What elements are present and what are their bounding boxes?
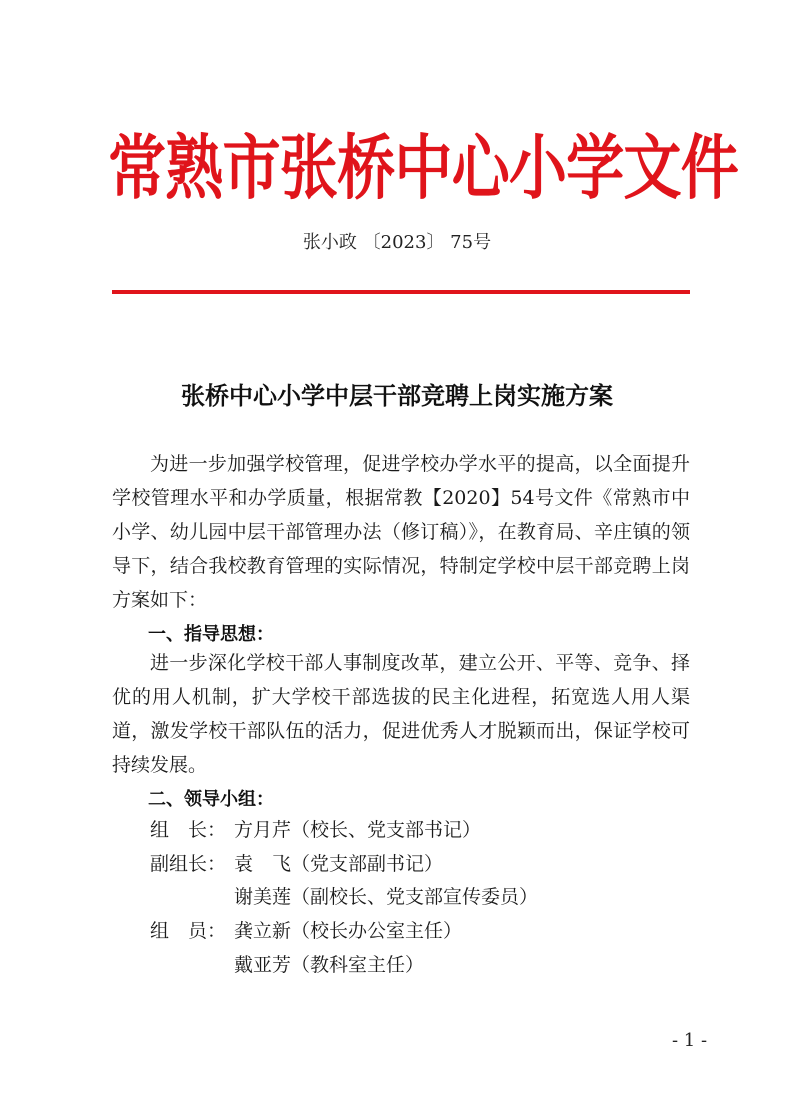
member-name: 袁 飞（党支部副书记） xyxy=(234,853,444,875)
member-role: 副组长： xyxy=(150,853,227,875)
member-name: 谢美莲（副校长、党支部宣传委员） xyxy=(234,886,539,908)
document-number: 张小政 〔2023〕 75号 xyxy=(302,232,492,253)
member-line xyxy=(150,950,424,977)
section-heading-leadership-group: 二、领导小组： xyxy=(148,789,274,810)
intro-paragraph: 为进一步加强学校管理，促进学校办学水平的提高，以全面提升学校管理水平和办学质量，根据常教【2020】54号文件《常熟市中小学、幼儿园中层干部管理办法（修订稿）》，在教育局、辛庄镇的领导下，结合我校教育管理的实际情况，特制定学校中层干部竞聘上岗方案如下： xyxy=(112,453,690,611)
member-line xyxy=(150,815,481,842)
section-heading-guiding-ideology: 一、指导思想： xyxy=(148,624,274,645)
member-line xyxy=(150,849,443,876)
member-role: 组 长： xyxy=(150,819,227,841)
member-name: 龚立新（校长办公室主任） xyxy=(234,920,463,942)
page-number: - 1 - xyxy=(672,1030,708,1051)
red-divider-line xyxy=(112,290,690,294)
document-title: 张桥中心小学中层干部竞聘上岗实施方案 xyxy=(181,382,613,410)
member-name: 方月芹（校长、党支部书记） xyxy=(234,819,482,841)
member-line xyxy=(150,882,538,909)
header-title: 常熟市张桥中心小学文件 xyxy=(108,126,738,209)
member-name: 戴亚芳（教科室主任） xyxy=(234,954,425,976)
member-role: 组 员： xyxy=(150,920,227,942)
member-line xyxy=(150,916,462,943)
guiding-ideology-paragraph: 进一步深化学校干部人事制度改革，建立公开、平等、竞争、择优的用人机制，扩大学校干部选拔的民主化进程，拓宽选人用人渠道，激发学校干部队伍的活力，促进优秀人才脱颖而出，保证学校可持续发展。 xyxy=(112,652,690,776)
